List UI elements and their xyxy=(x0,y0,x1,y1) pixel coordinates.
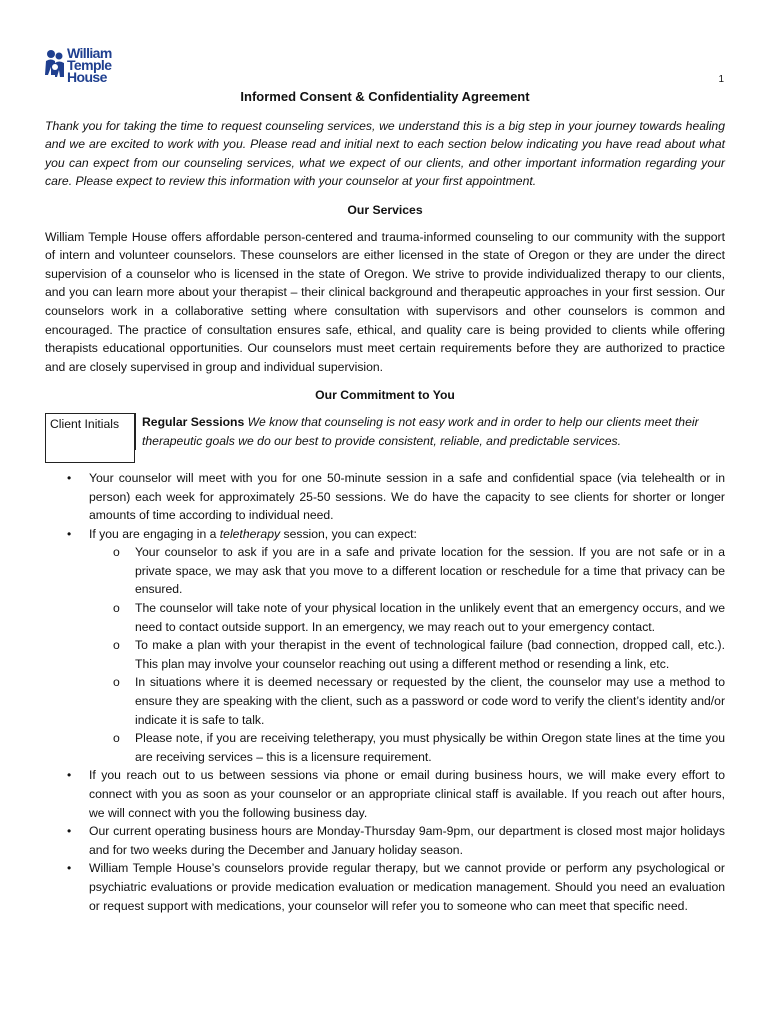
client-initials-field[interactable] xyxy=(45,413,135,463)
list-item xyxy=(89,525,725,767)
people-logo-icon xyxy=(44,45,66,85)
logo-line-1: William xyxy=(67,45,112,61)
teletherapy-intro-pre: If you are engaging in a xyxy=(89,526,220,541)
commitment-list xyxy=(45,469,725,915)
page-number: 1 xyxy=(718,74,724,85)
regular-sessions-row xyxy=(45,413,725,463)
document-title: Informed Consent & Confidentiality Agreement xyxy=(240,89,530,104)
logo-line-2: Temple xyxy=(67,57,112,73)
organization-logo xyxy=(44,44,124,86)
sub-list-item: o Your counselor to ask if you are in a safe and private location for the session. If you are not safe or in a private space, we may ask that you move to a different location or reschedule for a time that privacy can be ensured. xyxy=(135,543,725,599)
teletherapy-intro-post: session, you can expect: xyxy=(280,526,417,541)
logo-wordmark xyxy=(67,47,112,83)
logo-line-3: House xyxy=(67,69,107,85)
regular-sessions-text xyxy=(135,413,725,450)
sub-list-item: o Please note, if you are receiving teletherapy, you must physically be within Oregon state lines at the time you are receiving services – this is a licensure requirement. xyxy=(135,729,725,766)
services-paragraph: William Temple House offers affordable person-centered and trauma-informed counseling to our community with the support of intern and volunteer counselors. These counselors are either licensed in the state of Oregon or they are under the direct supervision of a counselor who is licensed in the state of Oregon. We strive to provide individualized therapy to our clients, and you can learn more about your therapist – their clinical background and therapeutic approaches in your first session. Our counselors work in a collaborative setting where consultation with supervisors and other counselors is common and encouraged. The practice of consultation ensures safe, ethical, and quality care is being provided to clients while offering therapists educational opportunities. Our counselors must meet certain requirements before they are authorized to practice and are closely supervised in group and individual supervision. xyxy=(45,229,725,374)
sub-list-item: o The counselor will take note of your physical location in the unlikely event that an emergency occurs, and we need to contact outside support. In an emergency, we may reach out to your emergency contact. xyxy=(135,599,725,636)
intro-paragraph: Thank you for taking the time to request counseling services, we understand this is a big step in your journey towards healing and we are excited to work with you. Please read and initial next to each section below indicating you have read about what you can expect from our counseling services, what we expect of our clients, and other important information regarding your care. Please expect to review this information with your counselor at your first appointment. xyxy=(45,118,725,189)
commitment-heading: Our Commitment to You xyxy=(315,388,455,403)
list-item: • William Temple House’s counselors provide regular therapy, but we cannot provide or perform any psychological or psychiatric evaluations or provide medication evaluation or medication management. Should you need an evaluation or request support with medications, your counselor will refer you to someone who can meet that specific need. xyxy=(89,859,725,915)
list-item: • Your counselor will meet with you for one 50-minute session in a safe and confidential space (via telehealth or in person) each week for approximately 25-50 sessions. We do have the capacity to see clients for shorter or longer amounts of time according to individual need. xyxy=(89,469,725,525)
teletherapy-term: teletherapy xyxy=(219,526,281,541)
list-item: • Our current operating business hours are Monday-Thursday 9am-9pm, our department is closed most major holidays and for two weeks during the December and January holiday season. xyxy=(89,822,725,859)
sub-list-item: o In situations where it is deemed necessary or requested by the client, the counselor may use a method to ensure they are speaking with the client, such as a password or code word to verify the client’s identity and/or indicate it is safe to talk. xyxy=(135,673,725,729)
regular-sessions-heading: Regular Sessions xyxy=(142,414,245,429)
regular-sessions-description: We know that counseling is not easy work and in order to help our clients meet their therapeutic goals we do our best to provide consistent, reliable, and predictable services. xyxy=(142,414,699,448)
services-heading: Our Services xyxy=(347,202,423,217)
client-initials-label: Client Initials xyxy=(50,416,120,431)
document-body xyxy=(45,88,725,915)
sub-list-item: o To make a plan with your therapist in the event of technological failure (bad connection, dropped call, etc.). This plan may involve your counselor reaching out using a different method or resending a link, etc. xyxy=(135,636,725,673)
teletherapy-sublist xyxy=(89,543,725,766)
list-item: • If you reach out to us between sessions via phone or email during business hours, we will make every effort to connect with you as soon as your counselor or an appropriate clinical staff is available. If you reach out after hours, we will connect with you the following business day. xyxy=(89,766,725,822)
